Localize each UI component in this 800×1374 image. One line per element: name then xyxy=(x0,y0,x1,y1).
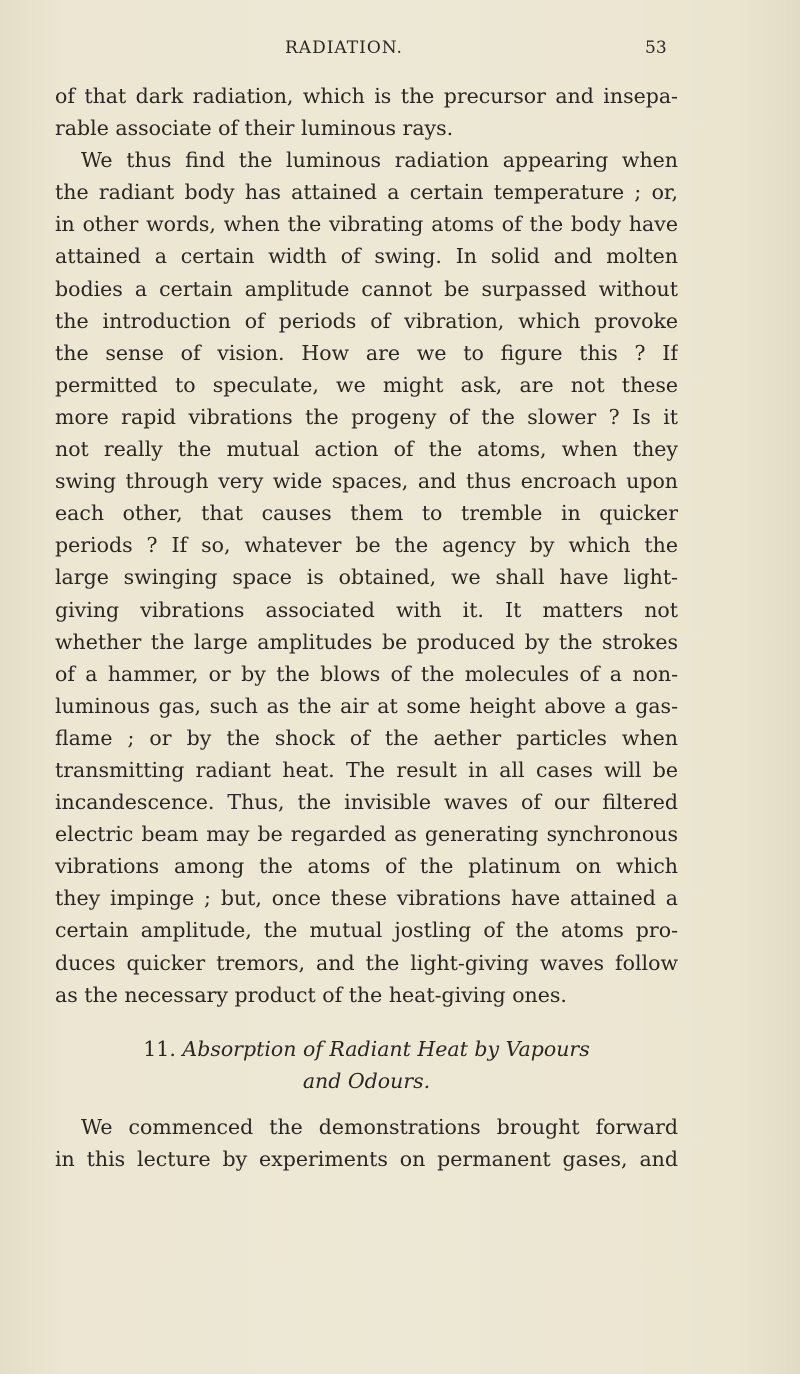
text-line: of a hammer, or by the blows of the molecules of a non- xyxy=(55,661,678,686)
spacer xyxy=(55,1097,678,1111)
text-line: not really the mutual action of the atoms, when they xyxy=(55,437,678,462)
text-line: flame ; or by the shock of the aether particles when xyxy=(55,725,678,750)
section-number: 11. xyxy=(143,1036,176,1061)
running-head xyxy=(0,38,800,64)
text-line: vibrations among the atoms of the platinum on which xyxy=(55,854,678,879)
section-heading-line-1 xyxy=(55,1033,678,1065)
text-line: electric beam may be regarded as generating synchronous xyxy=(55,822,678,847)
body-text xyxy=(55,80,678,1175)
text-line: duces quicker tremors, and the light-giving waves follow xyxy=(55,950,678,975)
text-line: as the necessary product of the heat-giving ones. xyxy=(55,982,567,1007)
text-line: attained a certain width of swing. In solid and molten xyxy=(55,244,678,269)
text-line: in other words, when the vibrating atoms of the body have xyxy=(55,212,678,237)
section-title: Absorption of Radiant Heat by Vapours xyxy=(182,1036,590,1061)
paragraph-continuation xyxy=(55,80,678,144)
text-line: whether the large amplitudes be produced by the strokes xyxy=(55,629,678,654)
text-line: We commenced the demonstrations brought forward xyxy=(81,1114,678,1139)
text-line: each other, that causes them to tremble in quicker xyxy=(55,501,678,526)
text-line: periods ? If so, whatever be the agency by which the xyxy=(55,533,678,558)
text-line: certain amplitude, the mutual jostling of the atoms pro- xyxy=(55,918,678,943)
text-line: giving vibrations associated with it. It matters not xyxy=(55,597,678,622)
text-line: large swinging space is obtained, we shall have light- xyxy=(55,565,678,590)
spacer xyxy=(55,1011,678,1033)
paragraph xyxy=(55,1111,678,1175)
text-line: of that dark radiation, which is the precursor and insepa- xyxy=(55,84,678,108)
text-line: bodies a certain amplitude cannot be surpassed without xyxy=(55,276,678,301)
text-line: rable associate of their luminous rays. xyxy=(55,116,454,141)
text-line: luminous gas, such as the air at some height above a gas- xyxy=(55,693,678,718)
text-line: the introduction of periods of vibration, which provoke xyxy=(55,308,678,333)
text-line: transmitting radiant heat. The result in all cases will be xyxy=(55,757,678,782)
text-line: incandescence. Thus, the invisible waves of our filtered xyxy=(55,790,678,815)
text-line: the sense of vision. How are we to figure this ? If xyxy=(55,340,678,365)
running-title: RADIATION. xyxy=(285,38,403,58)
section-heading-line-2: and Odours. xyxy=(302,1068,431,1093)
text-line: permitted to speculate, we might ask, are not these xyxy=(55,372,678,397)
text-line: swing through very wide spaces, and thus encroach upon xyxy=(55,469,678,494)
section-heading xyxy=(55,1033,678,1097)
paragraph xyxy=(55,144,678,1011)
page-number: 53 xyxy=(645,38,667,58)
text-line: We thus find the luminous radiation appearing when xyxy=(81,148,678,173)
text-line: in this lecture by experiments on permanent gases, and xyxy=(55,1146,678,1171)
text-line: the radiant body has attained a certain temperature ; or, xyxy=(55,180,678,205)
text-line: they impinge ; but, once these vibrations have attained a xyxy=(55,886,678,911)
text-line: more rapid vibrations the progeny of the slower ? Is it xyxy=(55,404,678,429)
